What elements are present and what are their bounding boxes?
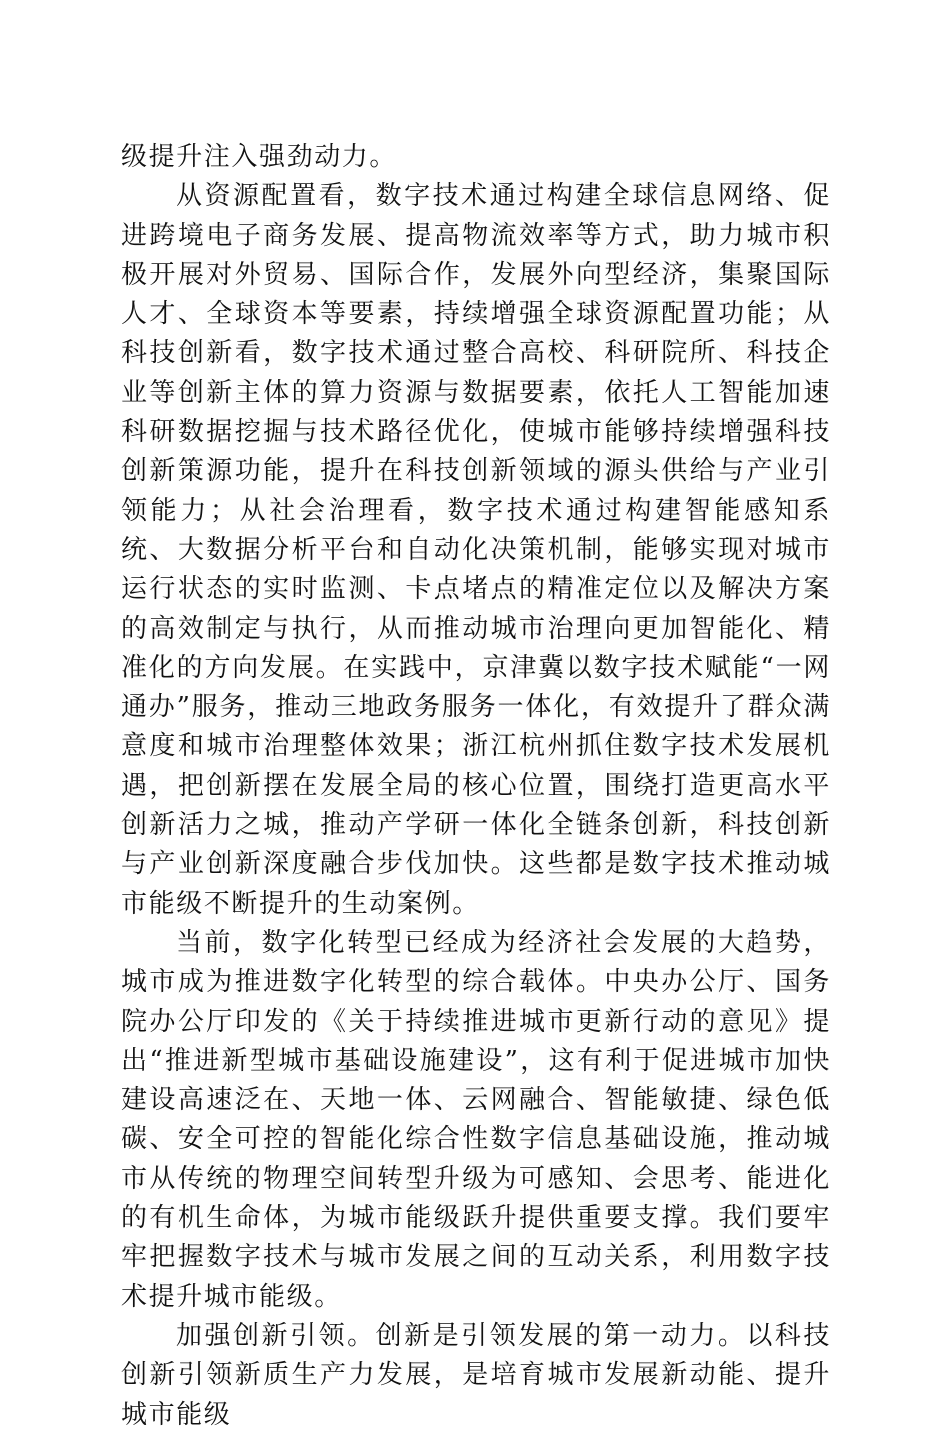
article-body [121,138,831,1435]
paragraph-digital-transformation: 当前，数字化转型已经成为经济社会发展的大趋势，城市成为推进数字化转型的综合载体。中央办公厅、国务院办公厅印发的《关于持续推进城市更新行动的意见》提出“推进新型城市基础设施建设”，这有利于促进城市加快建设高速泛在、天地一体、云网融合、智能敏捷、绿色低碳、安全可控的智能化综合性数字信息基础设施，推动城市从传统的物理空间转型升级为可感知、会思考、能进化的有机生命体，为城市能级跃升提供重要支撑。我们要牢牢把握数字技术与城市发展之间的互动关系，利用数字技术提升城市能级。 [121,927,831,1312]
paragraph-continuation: 级提升注入强劲动力。 [121,142,398,172]
paragraph-resource-allocation: 从资源配置看，数字技术通过构建全球信息网络、促进跨境电子商务发展、提高物流效率等方式，助力城市积极开展对外贸易、国际合作，发展外向型经济，集聚国际人才、全球资本等要素，持续增强全球资源配置功能；从科技创新看，数字技术通过整合高校、科研院所、科技企业等创新主体的算力资源与数据要素，依托人工智能加速科研数据挖掘与技术路径优化，使城市能够持续增强科技创新策源功能，提升在科技创新领域的源头供给与产业引领能力；从社会治理看，数字技术通过构建智能感知系统、大数据分析平台和自动化决策机制，能够实现对城市运行状态的实时监测、卡点堵点的精准定位以及解决方案的高效制定与执行，从而推动城市治理向更加智能化、精准化的方向发展。在实践中，京津冀以数字技术赋能“一网通办”服务，推动三地政务服务一体化，有效提升了群众满意度和城市治理整体效果；浙江杭州抓住数字技术发展机遇，把创新摆在发展全局的核心位置，围绕打造更高水平创新活力之城，推动产学研一体化全链条创新，科技创新与产业创新深度融合步伐加快。这些都是数字技术推动城市能级不断提升的生动案例。 [121,181,831,919]
paragraph-innovation-leadership: 加强创新引领。创新是引领发展的第一动力。以科技创新引领新质生产力发展，是培育城市发展新动能、提升城市能级 [121,1320,831,1430]
